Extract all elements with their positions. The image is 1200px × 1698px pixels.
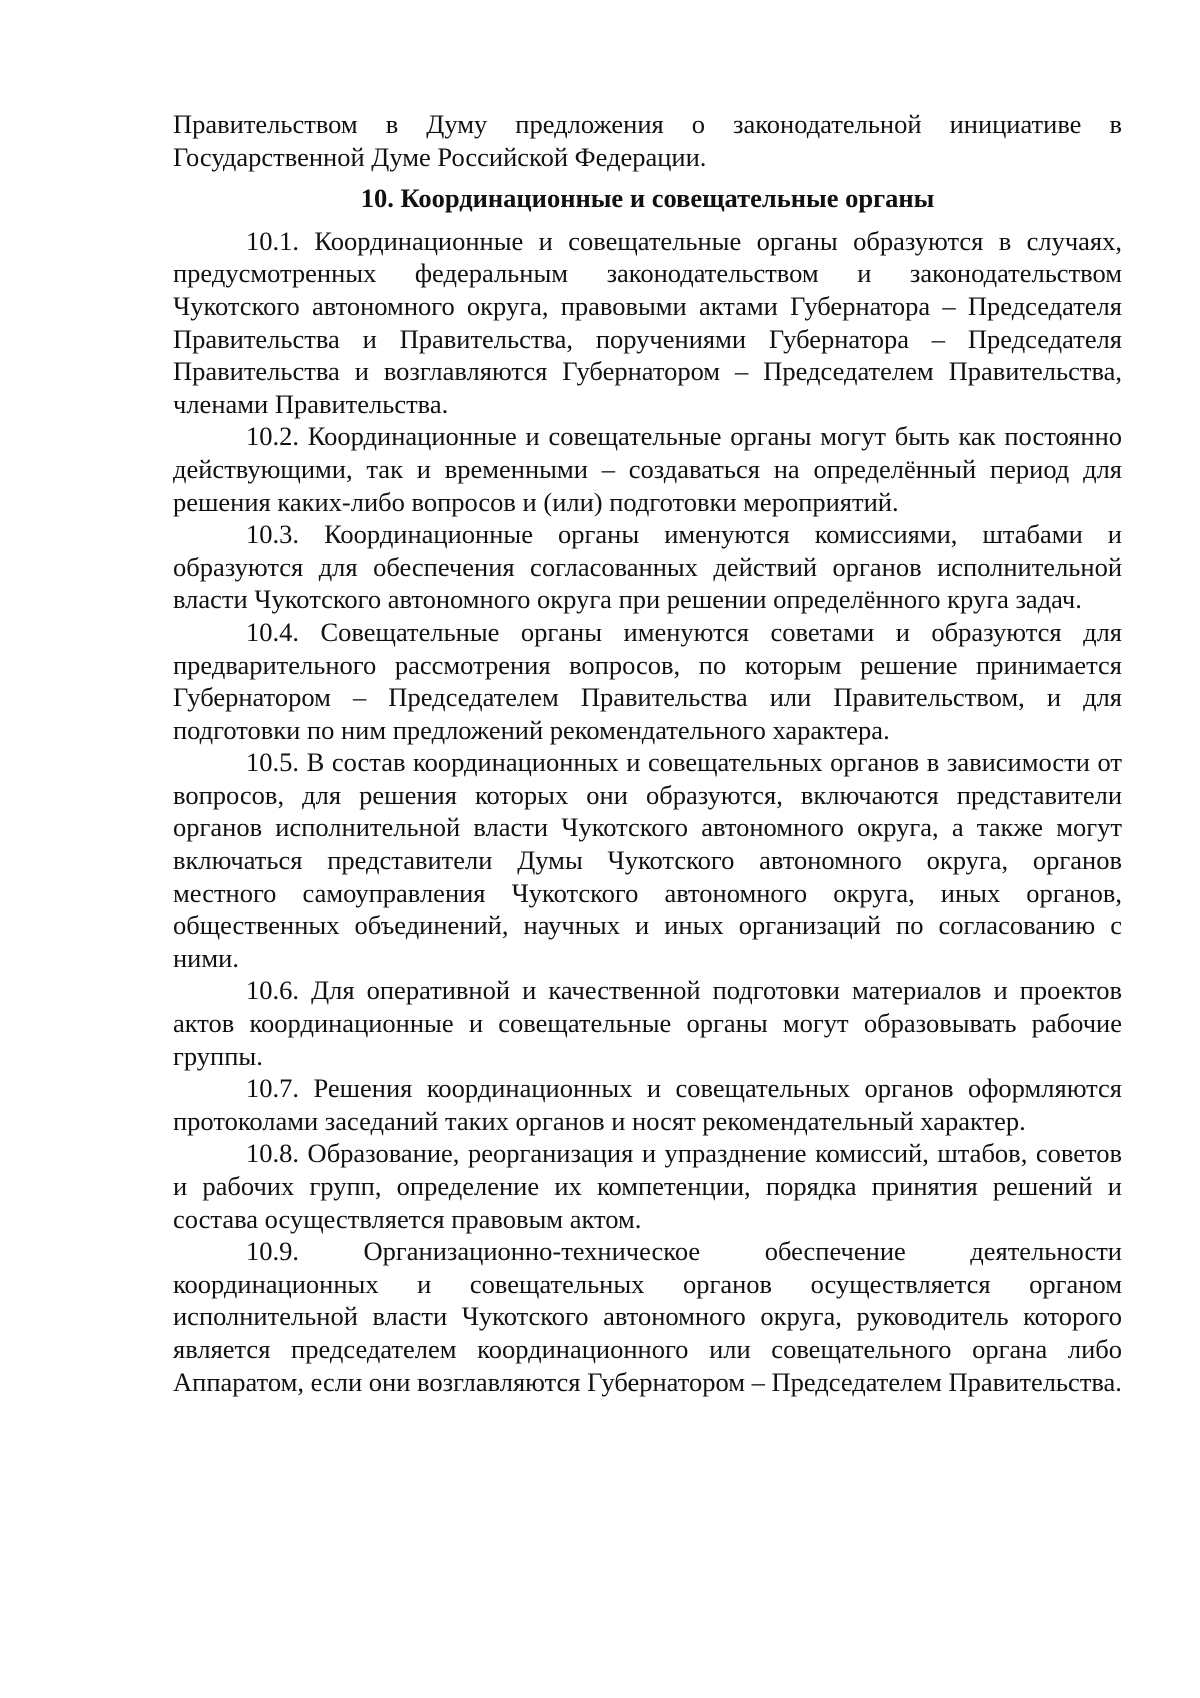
paragraph-10-3: 10.3. Координационные органы именуются комиссиями, штабами и образуются для обеспечения согласованных действий органов исполнительной власти Чукотского автономного округа при решении определённого круга задач.	[173, 519, 1122, 615]
paragraph-10-1: 10.1. Координационные и совещательные органы образуются в случаях, предусмотренных федеральным законодательством и законодательством Чукотского автономного округа, правовыми актами Губернатора – Председателя Правительства и Правительства, поручениями Губернатора – Председателя Правительства и возглавляются Губернатором – Председателем Правительства, членами Правительства.	[173, 225, 1122, 419]
paragraph-10-8: 10.8. Образование, реорганизация и упразднение комиссий, штабов, советов и рабочих групп, определение их компетенции, порядка принятия решений и состава осуществляется правовым актом.	[173, 1138, 1122, 1234]
paragraph-10-2: 10.2. Координационные и совещательные органы могут быть как постоянно действующими, так и временными – создаваться на определённый период для решения каких-либо вопросов и (или) подготовки мероприятий.	[173, 421, 1122, 517]
paragraph-10-4: 10.4. Совещательные органы именуются советами и образуются для предварительного рассмотрения вопросов, по которым решение принимается Губернатором – Председателем Правительства или Правительством, и для подготовки по ним предложений рекомендательного характера.	[173, 616, 1122, 745]
document-page	[173, 108, 1122, 1398]
section-title: 10. Координационные и совещательные органы	[360, 183, 935, 214]
paragraph-10-9: 10.9. Организационно-техническое обеспечение деятельности координационных и совещательных органов осуществляется органом исполнительной власти Чукотского автономного округа, руководитель которого является председателем координационного или совещательного органа либо Аппаратом, если они возглавляются Губернатором – Председателем Правительства.	[173, 1236, 1122, 1397]
paragraph-10-6: 10.6. Для оперативной и качественной подготовки материалов и проектов актов координационные и совещательные органы могут образовывать рабочие группы.	[173, 975, 1122, 1071]
paragraph-10-7: 10.7. Решения координационных и совещательных органов оформляются протоколами заседаний таких органов и носят рекомендательный характер.	[173, 1073, 1122, 1136]
continuation-paragraph: Правительством в Думу предложения о законодательной инициативе в Государственной Думе Российской Федерации.	[173, 109, 1122, 172]
paragraph-10-5: 10.5. В состав координационных и совещательных органов в зависимости от вопросов, для решения которых они образуются, включаются представители органов исполнительной власти Чукотского автономного округа, а также могут включаться представители Думы Чукотского автономного округа, органов местного самоуправления Чукотского автономного округа, иных органов, общественных объединений, научных и иных организаций по согласованию с ними.	[173, 747, 1122, 973]
